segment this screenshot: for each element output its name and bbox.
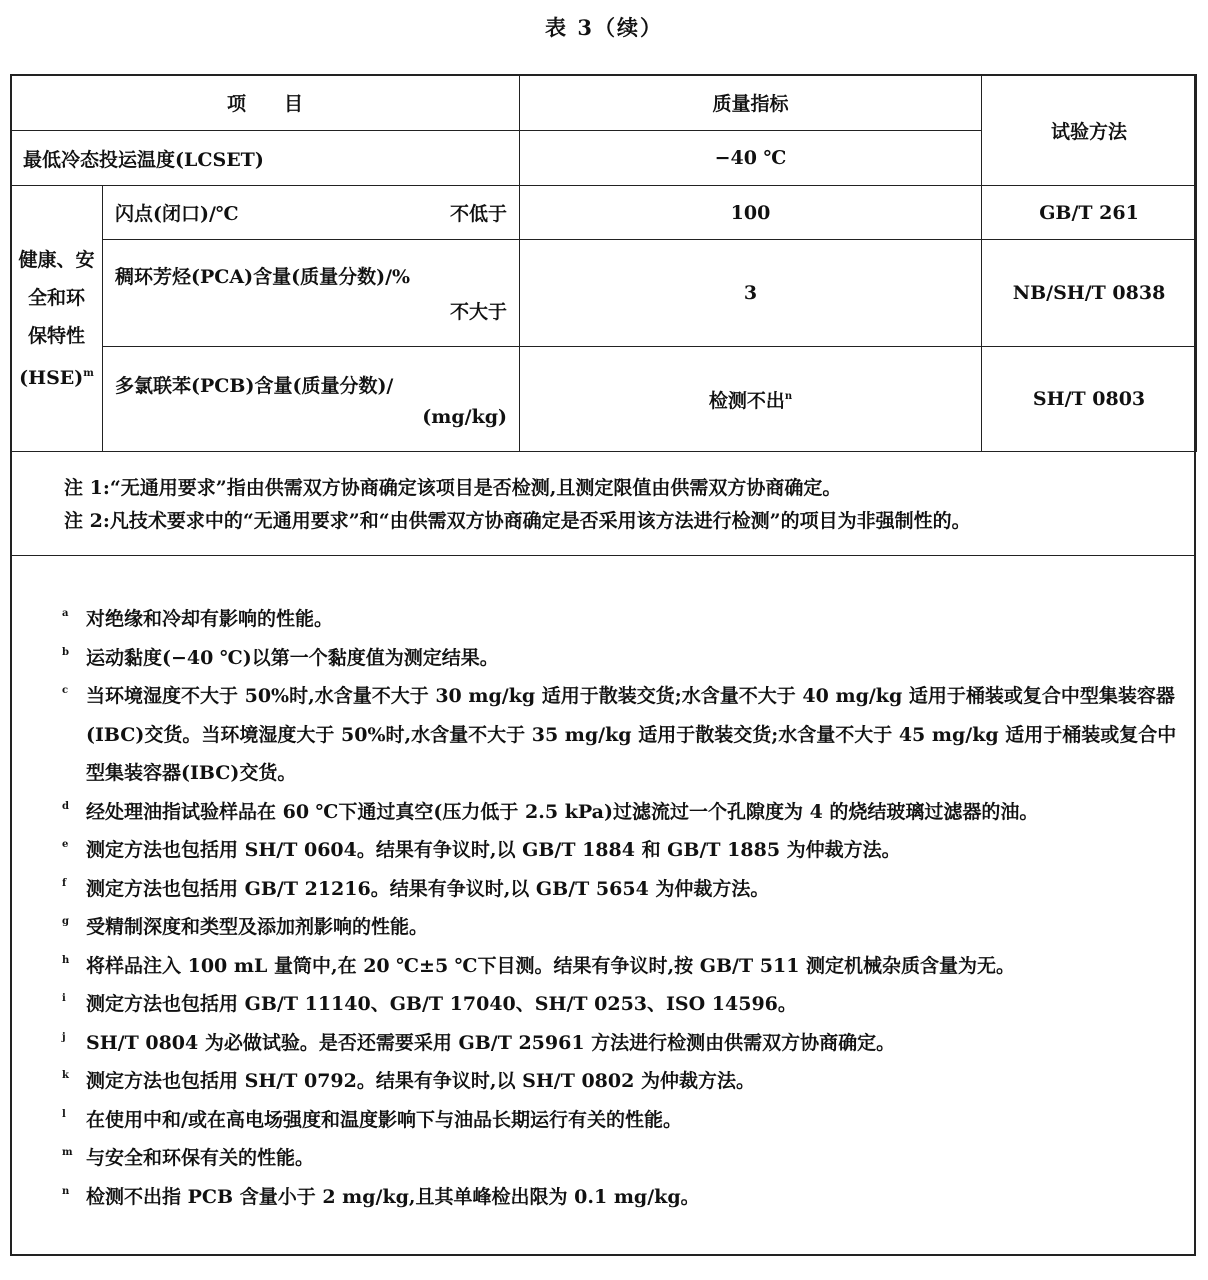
footnote-mark: b [62, 646, 69, 658]
pca-value: 3 [520, 240, 982, 347]
header-method: 试验方法 [982, 75, 1197, 186]
footnote-mark: c [62, 685, 69, 696]
footnote-text: 测定方法也包括用 SH/T 0604。结果有争议时,以 GB/T 1884 和 GB/T 1885 为仲裁方法。 [86, 839, 901, 861]
hse-label-line: (HSE)$^m$ [19, 366, 94, 389]
footnote-item [62, 1178, 1192, 1217]
footnote-mark: d [62, 800, 69, 812]
footnote-text: 经处理油指试验样品在 60 ℃下通过真空(压力低于 2.5 kPa)过滤流过一个孔隙度为 4 的烧结玻璃过滤器的油。 [86, 800, 1039, 823]
footnote-text: 与安全和环保有关的性能。 [86, 1147, 315, 1169]
footnote-item [62, 1139, 1192, 1178]
footnote-text: 受精制深度和类型及添加剂影响的性能。 [86, 916, 429, 938]
footnote-ref: n [784, 390, 793, 402]
note-1: 注 1:“无通用要求”指由供需双方协商确定该项目是否检测,且测定限值由供需双方协商确定。 [64, 477, 842, 499]
footnote-ref: m [83, 367, 94, 379]
spec-table [10, 74, 1197, 452]
footnote-mark: m [62, 1147, 73, 1158]
divider [10, 555, 1196, 556]
footnote-text: 运动黏度(−40 ℃)以第一个黏度值为测定结果。 [86, 646, 499, 669]
footnote-text: 测定方法也包括用 SH/T 0792。结果有争议时,以 SH/T 0802 为仲裁方法。 [86, 1070, 755, 1092]
footnote-mark: e [62, 839, 69, 850]
footnote-item [62, 677, 1192, 793]
footnote-text: 检测不出指 PCB 含量小于 2 mg/kg,且其单峰检出限为 0.1 mg/kg。 [86, 1185, 700, 1208]
footnote-text: 将样品注入 100 mL 量筒中,在 20 ℃±5 ℃下目测。结果有争议时,按 GB/T 511 测定机械杂质含量为无。 [86, 954, 1016, 977]
footnote-item [62, 1101, 1192, 1140]
footnote-text: 测定方法也包括用 GB/T 11140、GB/T 17040、SH/T 0253、ISO 14596。 [86, 993, 797, 1015]
footnote-text: 在使用中和/或在高电场强度和温度影响下与油品长期运行有关的性能。 [86, 1108, 682, 1131]
flash-point-name: 闪点(闭口)/℃ 不低于 [103, 186, 520, 240]
footnotes-list [62, 600, 1192, 1216]
footnote-text: 当环境湿度不大于 50%时,水含量不大于 30 mg/kg 适用于散装交货;水含量不大于 40 mg/kg 适用于桶装或复合中型集装容器(IBC)交货。当环境湿度大于 50%时,水含量不大于 35 mg/kg 适用于散装交货;水含量不大于 45 mg/kg 适用于桶装或复合中型集装容器(IBC)交货。 [86, 685, 1177, 784]
footnote-mark: k [62, 1070, 69, 1081]
table-title: 表 3（续） [545, 15, 663, 40]
footnote-item [62, 985, 1192, 1024]
footnote-text: SH/T 0804 为必做试验。是否还需要采用 GB/T 25961 方法进行检测由供需双方协商确定。 [86, 1031, 896, 1054]
notes-block [64, 472, 971, 538]
footnote-mark: i [62, 993, 66, 1004]
footnote-mark: h [62, 954, 70, 966]
footnote-mark: f [62, 877, 67, 889]
footnote-item [62, 1062, 1192, 1101]
footnote-text: 对绝缘和冷却有影响的性能。 [86, 608, 334, 630]
hse-label-line: 全和环 [27, 286, 85, 309]
pca-method: NB/SH/T 0838 [982, 240, 1197, 347]
header-item: 项 目 [11, 75, 520, 131]
pcb-method: SH/T 0803 [982, 347, 1197, 452]
footnote-item [62, 639, 1192, 678]
flash-point-value: 100 [520, 186, 982, 240]
footnote-mark: a [62, 608, 69, 619]
table-row [11, 347, 1197, 452]
footnote-mark: g [62, 916, 69, 927]
lcset-label: 最低冷态投运温度(LCSET) [11, 131, 520, 186]
footnote-item [62, 947, 1192, 986]
table-row [11, 186, 1197, 240]
header-quality: 质量指标 [520, 75, 982, 131]
pcb-name: 多氯联苯(PCB)含量(质量分数)/ (mg/kg) [103, 347, 520, 452]
table-header-row [11, 75, 1197, 131]
footnote-item [62, 1024, 1192, 1063]
pcb-value: 检测不出$^n$ [520, 347, 982, 452]
footnote-text: 测定方法也包括用 GB/T 21216。结果有争议时,以 GB/T 5654 为仲裁方法。 [86, 877, 770, 900]
unit-text: (mg/kg) [422, 405, 508, 428]
flash-point-method: GB/T 261 [982, 186, 1197, 240]
limit-text: 不低于 [450, 203, 508, 225]
hse-label-line: 保特性 [27, 324, 85, 347]
footnote-item [62, 831, 1192, 870]
note-2: 注 2:凡技术要求中的“无通用要求”和“由供需双方协商确定是否采用该方法进行检测”的项目为非强制性的。 [64, 510, 971, 532]
footnote-item [62, 600, 1192, 639]
footnote-item [62, 908, 1192, 947]
lcset-value: −40 ℃ [520, 131, 982, 186]
hse-label [11, 186, 103, 452]
footnote-mark: l [62, 1108, 66, 1120]
limit-text: 不大于 [450, 301, 508, 323]
footnote-mark: j [62, 1031, 66, 1043]
footnote-mark: n [62, 1185, 70, 1197]
footnote-item [62, 793, 1192, 832]
footnote-item [62, 870, 1192, 909]
hse-label-line: 健康、安 [18, 248, 95, 271]
pca-name: 稠环芳烃(PCA)含量(质量分数)/% 不大于 [103, 240, 520, 347]
table-row [11, 240, 1197, 347]
